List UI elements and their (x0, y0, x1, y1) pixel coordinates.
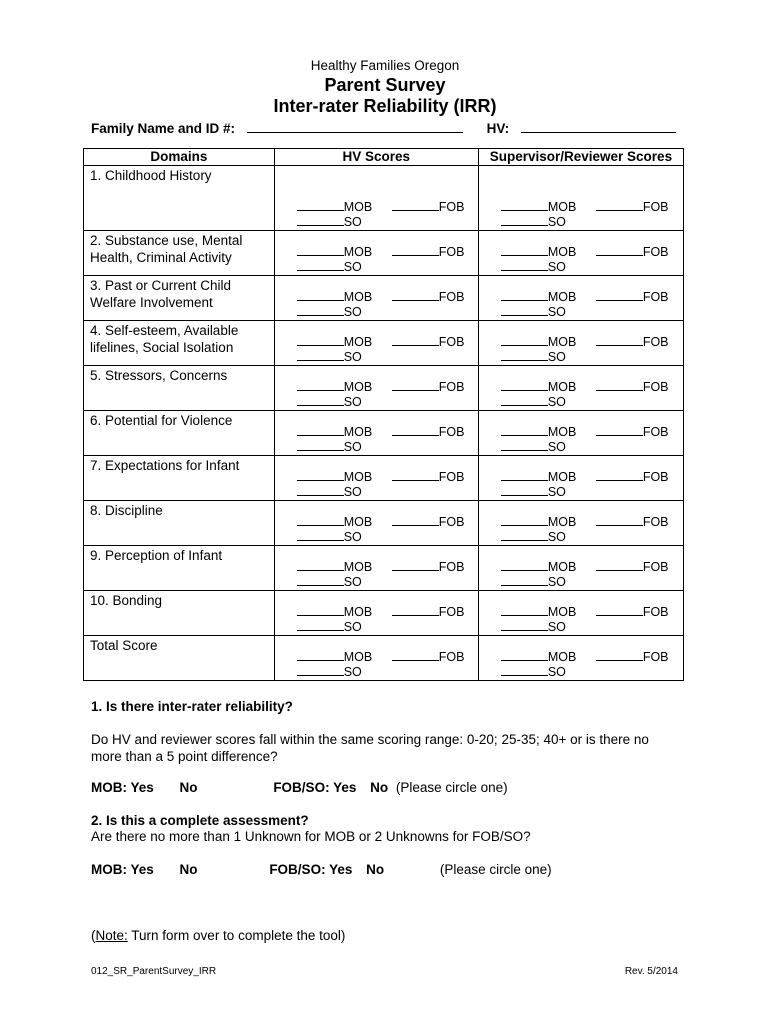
mob-label: MOB (547, 245, 577, 259)
hv-so-entry[interactable] (297, 393, 362, 409)
hv-mob-entry[interactable] (297, 333, 372, 349)
fob-label: FOB (642, 380, 669, 394)
supervisor-score-cell (478, 166, 683, 231)
mob-label: MOB (547, 470, 577, 484)
organization-name: Healthy Families Oregon (310, 58, 460, 73)
footer-form-code: 012_SR_ParentSurvey_IRR (91, 966, 217, 977)
so-label: SO (343, 260, 362, 274)
supervisor-so-entry[interactable] (501, 528, 566, 544)
so-label: SO (547, 530, 566, 544)
supervisor-mob-entry[interactable] (501, 243, 576, 259)
fob-label: FOB (438, 650, 465, 664)
mob-blank[interactable] (501, 288, 548, 301)
so-label: SO (343, 350, 362, 364)
hv-so-entry[interactable] (297, 663, 362, 679)
form-title: Parent Survey (324, 75, 446, 95)
supervisor-mob-entry[interactable] (501, 288, 576, 304)
family-row (91, 118, 676, 136)
mob-label: MOB (343, 425, 373, 439)
mob-blank[interactable] (501, 333, 548, 346)
mob-label: MOB (343, 470, 373, 484)
hv-fob-entry[interactable] (392, 468, 465, 484)
supervisor-mob-entry[interactable] (501, 558, 576, 574)
hv-score-cell (274, 366, 478, 411)
mob-blank[interactable] (297, 648, 344, 661)
domain-label: 3. Past or Current Child Welfare Involvement (84, 276, 275, 321)
supervisor-fob-entry[interactable] (596, 648, 669, 664)
scores-table (83, 148, 684, 681)
supervisor-score-cell (478, 411, 683, 456)
table-row (84, 501, 684, 546)
fob-blank[interactable] (596, 468, 643, 481)
hv-mob-entry[interactable] (297, 513, 372, 529)
note-line (91, 927, 345, 944)
supervisor-fob-entry[interactable] (596, 378, 669, 394)
header-supervisor-scores: Supervisor/Reviewer Scores (478, 149, 683, 166)
domain-label: 10. Bonding (84, 591, 275, 636)
fob-label: FOB (438, 470, 465, 484)
fob-blank[interactable] (596, 333, 643, 346)
q2-fob-yes[interactable]: FOB/SO: Yes (269, 862, 353, 877)
fob-label: FOB (642, 470, 669, 484)
so-label: SO (343, 530, 362, 544)
hv-field[interactable] (521, 118, 676, 133)
mob-label: MOB (343, 605, 373, 619)
fob-blank[interactable] (392, 288, 439, 301)
so-blank[interactable] (501, 303, 548, 316)
so-blank[interactable] (501, 663, 548, 676)
mob-label: MOB (547, 515, 577, 529)
supervisor-so-entry[interactable] (501, 438, 566, 454)
supervisor-so-entry[interactable] (501, 618, 566, 634)
supervisor-mob-entry[interactable] (501, 333, 576, 349)
supervisor-score-cell (478, 456, 683, 501)
note-text: Turn form over to complete the tool) (127, 928, 346, 943)
so-label: SO (343, 395, 362, 409)
fob-label: FOB (438, 515, 465, 529)
supervisor-mob-entry[interactable] (501, 378, 576, 394)
mob-label: MOB (547, 425, 577, 439)
q2-answer-row (91, 861, 691, 878)
hv-fob-entry[interactable] (392, 648, 465, 664)
table-row (84, 546, 684, 591)
so-label: SO (547, 665, 566, 679)
so-label: SO (343, 575, 362, 589)
table-row (84, 166, 684, 231)
hv-so-entry[interactable] (297, 213, 362, 229)
domain-label: 5. Stressors, Concerns (84, 366, 275, 411)
hv-mob-entry[interactable] (297, 603, 372, 619)
hv-mob-entry[interactable] (297, 243, 372, 259)
fob-label: FOB (642, 245, 669, 259)
hv-score-cell (274, 411, 478, 456)
hv-so-entry[interactable] (297, 438, 362, 454)
hv-mob-entry[interactable] (297, 288, 372, 304)
fob-blank[interactable] (392, 648, 439, 661)
hv-score-cell (274, 276, 478, 321)
domain-label: 9. Perception of Infant (84, 546, 275, 591)
mob-blank[interactable] (297, 558, 344, 571)
domain-label: 8. Discipline (84, 501, 275, 546)
mob-blank[interactable] (501, 648, 548, 661)
hv-score-cell (274, 321, 478, 366)
hv-mob-entry[interactable] (297, 648, 372, 664)
hv-score-cell (274, 166, 478, 231)
fob-blank[interactable] (596, 378, 643, 391)
hv-label: HV: (486, 121, 510, 136)
header-domains: Domains (84, 149, 275, 166)
hv-mob-entry[interactable] (297, 378, 372, 394)
table-row (84, 456, 684, 501)
supervisor-score-cell (478, 636, 683, 681)
mob-blank[interactable] (501, 558, 548, 571)
supervisor-score-cell (478, 366, 683, 411)
supervisor-so-entry[interactable] (501, 303, 566, 319)
supervisor-so-entry[interactable] (501, 483, 566, 499)
so-blank[interactable] (297, 213, 344, 226)
hv-so-entry[interactable] (297, 528, 362, 544)
fob-blank[interactable] (596, 513, 643, 526)
family-name-field[interactable] (247, 118, 463, 133)
hv-score-cell (274, 636, 478, 681)
domain-label: 2. Substance use, Mental Health, Criminal Activity (84, 231, 275, 276)
mob-blank[interactable] (297, 513, 344, 526)
so-blank[interactable] (501, 393, 548, 406)
hv-so-entry[interactable] (297, 258, 362, 274)
so-blank[interactable] (297, 528, 344, 541)
so-blank[interactable] (297, 663, 344, 676)
supervisor-mob-entry[interactable] (501, 648, 576, 664)
q2-title: 2. Is this a complete assessment? (91, 813, 309, 828)
fob-blank[interactable] (392, 333, 439, 346)
q2-mob-yes[interactable]: MOB: Yes (91, 862, 154, 877)
mob-label: MOB (343, 650, 373, 664)
fob-blank[interactable] (392, 198, 439, 211)
fob-blank[interactable] (596, 288, 643, 301)
so-blank[interactable] (501, 258, 548, 271)
so-blank[interactable] (297, 303, 344, 316)
table-row (84, 411, 684, 456)
so-label: SO (547, 350, 566, 364)
fob-label: FOB (642, 425, 669, 439)
supervisor-so-entry[interactable] (501, 348, 566, 364)
fob-label: FOB (642, 200, 669, 214)
supervisor-fob-entry[interactable] (596, 333, 669, 349)
fob-blank[interactable] (392, 378, 439, 391)
fob-label: FOB (642, 605, 669, 619)
mob-blank[interactable] (501, 243, 548, 256)
mob-blank[interactable] (501, 423, 548, 436)
fob-blank[interactable] (392, 468, 439, 481)
q1-mob-yes[interactable]: MOB: Yes (91, 780, 154, 795)
mob-blank[interactable] (501, 378, 548, 391)
hv-fob-entry[interactable] (392, 198, 465, 214)
mob-label: MOB (547, 605, 577, 619)
fob-blank[interactable] (596, 198, 643, 211)
so-blank[interactable] (501, 618, 548, 631)
fob-label: FOB (438, 290, 465, 304)
q1-fob-yes[interactable]: FOB/SO: Yes (273, 780, 357, 795)
supervisor-score-cell (478, 276, 683, 321)
q1-answer-row (91, 779, 691, 796)
hv-mob-entry[interactable] (297, 198, 372, 214)
fob-label: FOB (642, 560, 669, 574)
so-blank[interactable] (501, 483, 548, 496)
hv-score-cell (274, 501, 478, 546)
so-blank[interactable] (501, 573, 548, 586)
so-blank[interactable] (501, 348, 548, 361)
fob-blank[interactable] (596, 423, 643, 436)
fob-label: FOB (438, 605, 465, 619)
so-blank[interactable] (297, 618, 344, 631)
mob-blank[interactable] (297, 378, 344, 391)
mob-label: MOB (547, 290, 577, 304)
fob-label: FOB (438, 380, 465, 394)
mob-blank[interactable] (297, 288, 344, 301)
so-blank[interactable] (297, 258, 344, 271)
q2-body: Are there no more than 1 Unknown for MOB or 2 Unknowns for FOB/SO? (91, 829, 531, 844)
fob-blank[interactable] (392, 513, 439, 526)
mob-label: MOB (343, 200, 373, 214)
hv-fob-entry[interactable] (392, 603, 465, 619)
mob-label: MOB (547, 335, 577, 349)
fob-label: FOB (438, 335, 465, 349)
table-row (84, 591, 684, 636)
supervisor-score-cell (478, 231, 683, 276)
hv-mob-entry[interactable] (297, 423, 372, 439)
fob-blank[interactable] (392, 423, 439, 436)
header-hv-scores: HV Scores (274, 149, 478, 166)
hv-mob-entry[interactable] (297, 468, 372, 484)
mob-label: MOB (547, 380, 577, 394)
mob-blank[interactable] (501, 513, 548, 526)
domain-label: 6. Potential for Violence (84, 411, 275, 456)
so-label: SO (343, 665, 362, 679)
fob-blank[interactable] (392, 243, 439, 256)
supervisor-so-entry[interactable] (501, 663, 566, 679)
mob-label: MOB (343, 335, 373, 349)
fob-label: FOB (642, 515, 669, 529)
table-body (84, 166, 684, 681)
table-row (84, 231, 684, 276)
supervisor-mob-entry[interactable] (501, 468, 576, 484)
supervisor-so-entry[interactable] (501, 393, 566, 409)
domain-label: 7. Expectations for Infant (84, 456, 275, 501)
supervisor-fob-entry[interactable] (596, 513, 669, 529)
so-blank[interactable] (501, 528, 548, 541)
mob-blank[interactable] (297, 468, 344, 481)
supervisor-fob-entry[interactable] (596, 423, 669, 439)
supervisor-so-entry[interactable] (501, 573, 566, 589)
supervisor-mob-entry[interactable] (501, 603, 576, 619)
so-label: SO (343, 215, 362, 229)
q1-circle-hint: (Please circle one) (395, 780, 508, 795)
so-label: SO (547, 575, 566, 589)
mob-label: MOB (547, 560, 577, 574)
so-blank[interactable] (297, 393, 344, 406)
supervisor-score-cell (478, 546, 683, 591)
q2-circle-hint: (Please circle one) (439, 862, 552, 877)
table-row (84, 276, 684, 321)
so-label: SO (343, 305, 362, 319)
so-label: SO (343, 440, 362, 454)
fob-blank[interactable] (392, 558, 439, 571)
form-subtitle: Inter-rater Reliability (IRR) (273, 96, 497, 116)
fob-label: FOB (642, 335, 669, 349)
so-label: SO (547, 305, 566, 319)
hv-fob-entry[interactable] (392, 243, 465, 259)
hv-fob-entry[interactable] (392, 558, 465, 574)
domain-label: 1. Childhood History (84, 166, 275, 231)
fob-blank[interactable] (596, 648, 643, 661)
so-label: SO (547, 440, 566, 454)
hv-score-cell (274, 546, 478, 591)
mob-blank[interactable] (501, 603, 548, 616)
hv-score-cell (274, 591, 478, 636)
so-label: SO (343, 620, 362, 634)
so-label: SO (547, 620, 566, 634)
hv-so-entry[interactable] (297, 303, 362, 319)
hv-fob-entry[interactable] (392, 333, 465, 349)
hv-so-entry[interactable] (297, 618, 362, 634)
q1-body: Do HV and reviewer scores fall within the same scoring range: 0-20; 25-35; 40+ or is there no more than a 5 point difference? (91, 732, 649, 764)
fob-blank[interactable] (596, 243, 643, 256)
so-label: SO (547, 215, 566, 229)
q1-mob-no[interactable]: No (179, 780, 198, 795)
table-header-row (84, 149, 684, 166)
mob-blank[interactable] (297, 603, 344, 616)
supervisor-fob-entry[interactable] (596, 603, 669, 619)
supervisor-so-entry[interactable] (501, 258, 566, 274)
hv-fob-entry[interactable] (392, 288, 465, 304)
supervisor-mob-entry[interactable] (501, 513, 576, 529)
supervisor-mob-entry[interactable] (501, 198, 576, 214)
fob-label: FOB (438, 425, 465, 439)
fob-blank[interactable] (596, 603, 643, 616)
hv-score-cell (274, 456, 478, 501)
mob-blank[interactable] (297, 423, 344, 436)
so-blank[interactable] (501, 213, 548, 226)
supervisor-fob-entry[interactable] (596, 468, 669, 484)
footer-revision: Rev. 5/2014 (624, 966, 678, 977)
q2-mob-no[interactable]: No (179, 862, 198, 877)
so-blank[interactable] (297, 573, 344, 586)
supervisor-so-entry[interactable] (501, 213, 566, 229)
mob-blank[interactable] (501, 468, 548, 481)
fob-label: FOB (642, 650, 669, 664)
hv-fob-entry[interactable] (392, 423, 465, 439)
mob-blank[interactable] (501, 198, 548, 211)
so-blank[interactable] (297, 348, 344, 361)
note-label: Note: (95, 928, 128, 943)
supervisor-mob-entry[interactable] (501, 423, 576, 439)
mob-label: MOB (547, 650, 577, 664)
fob-blank[interactable] (392, 603, 439, 616)
q2-fob-no[interactable]: No (366, 862, 385, 877)
hv-so-entry[interactable] (297, 573, 362, 589)
table-row (84, 321, 684, 366)
table-row (84, 636, 684, 681)
so-label: SO (547, 485, 566, 499)
family-name-label: Family Name and ID #: (91, 121, 236, 136)
supervisor-fob-entry[interactable] (596, 288, 669, 304)
fob-label: FOB (438, 200, 465, 214)
q1-title: 1. Is there inter-rater reliability? (91, 699, 293, 714)
domain-label: Total Score (84, 636, 275, 681)
so-blank[interactable] (297, 438, 344, 451)
supervisor-score-cell (478, 501, 683, 546)
q1-fob-no[interactable]: No (370, 780, 389, 795)
mob-label: MOB (343, 560, 373, 574)
hv-so-entry[interactable] (297, 483, 362, 499)
so-label: SO (547, 395, 566, 409)
mob-label: MOB (343, 380, 373, 394)
hv-mob-entry[interactable] (297, 558, 372, 574)
domain-label: 4. Self-esteem, Available lifelines, Social Isolation (84, 321, 275, 366)
supervisor-fob-entry[interactable] (596, 558, 669, 574)
mob-blank[interactable] (297, 333, 344, 346)
mob-label: MOB (343, 290, 373, 304)
hv-so-entry[interactable] (297, 348, 362, 364)
hv-fob-entry[interactable] (392, 513, 465, 529)
so-label: SO (547, 260, 566, 274)
mob-label: MOB (547, 200, 577, 214)
mob-label: MOB (343, 515, 373, 529)
fob-label: FOB (438, 560, 465, 574)
supervisor-score-cell (478, 321, 683, 366)
so-label: SO (343, 485, 362, 499)
supervisor-fob-entry[interactable] (596, 198, 669, 214)
mob-blank[interactable] (297, 198, 344, 211)
hv-score-cell (274, 231, 478, 276)
fob-label: FOB (642, 290, 669, 304)
table-row (84, 366, 684, 411)
mob-blank[interactable] (297, 243, 344, 256)
supervisor-fob-entry[interactable] (596, 243, 669, 259)
mob-label: MOB (343, 245, 373, 259)
supervisor-score-cell (478, 591, 683, 636)
hv-fob-entry[interactable] (392, 378, 465, 394)
so-blank[interactable] (297, 483, 344, 496)
so-blank[interactable] (501, 438, 548, 451)
note-open-paren: ( (91, 928, 96, 943)
fob-label: FOB (438, 245, 465, 259)
fob-blank[interactable] (596, 558, 643, 571)
